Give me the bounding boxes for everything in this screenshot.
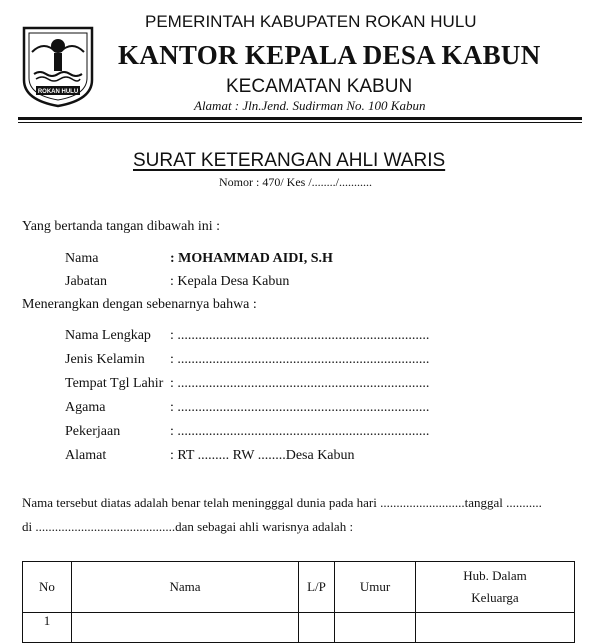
header-relation-line-2: Keluarga — [471, 590, 519, 605]
header-divider-thick — [18, 117, 582, 120]
header-relation — [416, 562, 575, 613]
field-value: : ........................................................................ — [170, 424, 430, 439]
header-office: KANTOR KEPALA DESA KABUN — [118, 40, 541, 70]
header-divider-thin — [18, 122, 582, 123]
header-district: KECAMATAN KABUN — [226, 76, 413, 97]
letter-number: Nomor : 470/ Kes /......../........... — [219, 175, 372, 189]
field-label: Tempat Tgl Lahir — [65, 376, 164, 391]
field-label: Pekerjaan — [65, 424, 121, 439]
header-age: Umur — [335, 562, 416, 613]
field-label: Nama Lengkap — [65, 328, 151, 343]
statement-line-1: Nama tersebut diatas adalah benar telah meningggal dunia pada hari ..........................tanggal ........... — [22, 495, 542, 510]
header-no: No — [23, 562, 72, 613]
statement-line-2: di ...........................................dan sebagai ahli warisnya adalah : — [22, 519, 354, 534]
rokan-hulu-emblem — [20, 22, 96, 108]
header-gender: L/P — [299, 562, 335, 613]
table-header-row — [23, 562, 575, 613]
header-government: PEMERINTAH KABUPATEN ROKAN HULU — [145, 12, 477, 31]
signer-position-value: : Kepala Desa Kabun — [170, 274, 290, 289]
field-label: Alamat — [65, 448, 107, 463]
field-value: : ........................................................................ — [170, 352, 430, 367]
table-row — [23, 613, 575, 643]
header-name: Nama — [72, 562, 299, 613]
row-age — [335, 613, 416, 643]
signer-position-label: Jabatan — [65, 274, 107, 289]
heirs-table — [22, 561, 575, 643]
field-value: : ........................................................................ — [170, 328, 430, 343]
letter-title: SURAT KETERANGAN AHLI WARIS — [133, 150, 446, 171]
emblem-pillar — [54, 53, 62, 71]
field-value: : ........................................................................ — [170, 376, 430, 391]
field-value: : ........................................................................ — [170, 400, 430, 415]
header-address: Alamat : Jln.Jend. Sudirman No. 100 Kabun — [194, 98, 426, 113]
field-label: Jenis Kelamin — [65, 352, 145, 367]
field-value: : RT ......... RW ........Desa Kabun — [170, 448, 355, 463]
field-label: Agama — [65, 400, 106, 415]
signer-name-value: : MOHAMMAD AIDI, S.H — [170, 251, 333, 266]
row-name — [72, 613, 299, 643]
header-relation-line-1: Hub. Dalam — [463, 568, 527, 583]
row-no: 1 — [23, 613, 72, 643]
signer-name-label: Nama — [65, 251, 99, 266]
row-relation — [416, 613, 575, 643]
row-gender — [299, 613, 335, 643]
emblem-sun — [51, 39, 65, 53]
signer-intro: Yang bertanda tangan dibawah ini : — [22, 219, 221, 234]
subject-intro: Menerangkan dengan sebenarnya bahwa : — [22, 297, 257, 312]
emblem-ribbon-text: ROKAN HULU — [37, 89, 79, 95]
